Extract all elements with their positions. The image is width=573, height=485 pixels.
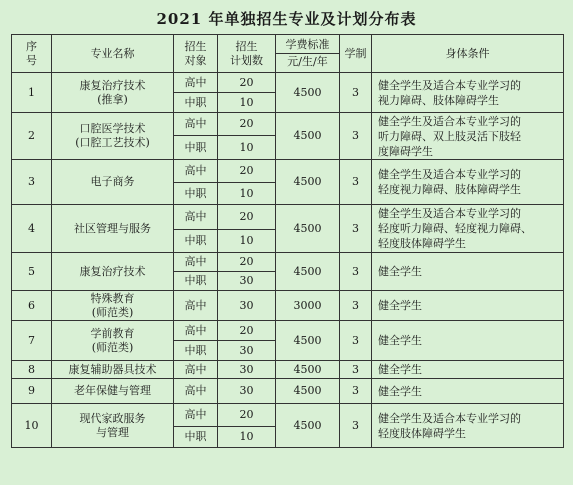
physical-condition: 健全学生及适合本专业学习的 视力障碍、肢体障碍学生 (372, 73, 564, 113)
header-major: 专业名称 (52, 35, 174, 73)
major-name: 老年保健与管理 (52, 379, 174, 404)
enrollment-count: 30 (218, 291, 276, 321)
study-years: 3 (340, 73, 372, 113)
enrollment-target: 中职 (174, 427, 218, 448)
row-number: 3 (12, 160, 52, 205)
header-condition: 身体条件 (372, 35, 564, 73)
table-row (12, 361, 564, 379)
study-years: 3 (340, 253, 372, 291)
study-years: 3 (340, 205, 372, 253)
tuition-fee: 4500 (276, 253, 340, 291)
physical-condition: 健全学生及适合本专业学习的 轻度肢体障碍学生 (372, 404, 564, 448)
enrollment-target: 高中 (174, 321, 218, 341)
physical-condition: 健全学生 (372, 253, 564, 291)
table-body (12, 73, 564, 448)
physical-condition: 健全学生 (372, 361, 564, 379)
enrollment-table (11, 34, 564, 448)
enrollment-target: 高中 (174, 113, 218, 136)
header-row (12, 35, 564, 73)
tuition-fee: 4500 (276, 205, 340, 253)
enrollment-count: 20 (218, 404, 276, 427)
physical-condition: 健全学生及适合本专业学习的 听力障碍、双上肢灵活下肢轻 度障碍学生 (372, 113, 564, 160)
row-number: 9 (12, 379, 52, 404)
table-row (12, 113, 564, 136)
major-name: 社区管理与服务 (52, 205, 174, 253)
row-number: 8 (12, 361, 52, 379)
table-row (12, 160, 564, 183)
enrollment-target: 高中 (174, 160, 218, 183)
major-name: 康复治疗技术 (推拿) (52, 73, 174, 113)
enrollment-target: 中职 (174, 136, 218, 160)
table-row (12, 321, 564, 341)
physical-condition: 健全学生 (372, 321, 564, 361)
header-plan: 招生 计划数 (218, 35, 276, 73)
table-row (12, 205, 564, 230)
enrollment-count: 30 (218, 272, 276, 291)
study-years: 3 (340, 160, 372, 205)
enrollment-target: 中职 (174, 93, 218, 113)
tuition-fee: 4500 (276, 73, 340, 113)
study-years: 3 (340, 379, 372, 404)
enrollment-count: 10 (218, 230, 276, 253)
row-number: 1 (12, 73, 52, 113)
enrollment-target: 高中 (174, 291, 218, 321)
tuition-fee: 4500 (276, 321, 340, 361)
enrollment-count: 10 (218, 183, 276, 205)
enrollment-target: 高中 (174, 253, 218, 272)
enrollment-count: 20 (218, 321, 276, 341)
row-number: 4 (12, 205, 52, 253)
tuition-fee: 4500 (276, 379, 340, 404)
study-years: 3 (340, 321, 372, 361)
enrollment-count: 10 (218, 136, 276, 160)
major-name: 学前教育 (师范类) (52, 321, 174, 361)
enrollment-target: 高中 (174, 379, 218, 404)
table-row (12, 379, 564, 404)
physical-condition: 健全学生 (372, 379, 564, 404)
major-name: 特殊教育 (师范类) (52, 291, 174, 321)
header-fee: 学费标准 元/生/年 (276, 35, 340, 73)
major-name: 康复治疗技术 (52, 253, 174, 291)
table-title: 2021 年单独招生专业及计划分布表 (156, 10, 417, 28)
row-number: 7 (12, 321, 52, 361)
enrollment-count: 10 (218, 427, 276, 448)
header-seq: 序 号 (12, 35, 52, 73)
tuition-fee: 4500 (276, 404, 340, 448)
enrollment-target: 中职 (174, 341, 218, 361)
table-row (12, 404, 564, 427)
enrollment-count: 20 (218, 73, 276, 93)
enrollment-count: 20 (218, 160, 276, 183)
physical-condition: 健全学生及适合本专业学习的 轻度视力障碍、肢体障碍学生 (372, 160, 564, 205)
tuition-fee: 4500 (276, 160, 340, 205)
study-years: 3 (340, 361, 372, 379)
row-number: 6 (12, 291, 52, 321)
major-name: 康复辅助器具技术 (52, 361, 174, 379)
enrollment-count: 20 (218, 113, 276, 136)
enrollment-count: 30 (218, 379, 276, 404)
study-years: 3 (340, 113, 372, 160)
table-row (12, 253, 564, 272)
table-row (12, 73, 564, 93)
enrollment-target: 中职 (174, 272, 218, 291)
header-years: 学制 (340, 35, 372, 73)
major-name: 现代家政服务 与管理 (52, 404, 174, 448)
study-years: 3 (340, 291, 372, 321)
major-name: 口腔医学技术 (口腔工艺技术) (52, 113, 174, 160)
enrollment-target: 高中 (174, 205, 218, 230)
enrollment-target: 中职 (174, 183, 218, 205)
physical-condition: 健全学生 (372, 291, 564, 321)
physical-condition: 健全学生及适合本专业学习的 轻度听力障碍、轻度视力障碍、 轻度肢体障碍学生 (372, 205, 564, 253)
tuition-fee: 4500 (276, 113, 340, 160)
row-number: 10 (12, 404, 52, 448)
major-name: 电子商务 (52, 160, 174, 205)
enrollment-count: 30 (218, 341, 276, 361)
enrollment-target: 中职 (174, 230, 218, 253)
enrollment-count: 10 (218, 93, 276, 113)
row-number: 5 (12, 253, 52, 291)
enrollment-count: 30 (218, 361, 276, 379)
enrollment-target: 高中 (174, 361, 218, 379)
tuition-fee: 3000 (276, 291, 340, 321)
enrollment-count: 20 (218, 253, 276, 272)
row-number: 2 (12, 113, 52, 160)
study-years: 3 (340, 404, 372, 448)
table-row (12, 291, 564, 321)
enrollment-count: 20 (218, 205, 276, 230)
tuition-fee: 4500 (276, 361, 340, 379)
header-target: 招生 对象 (174, 35, 218, 73)
enrollment-target: 高中 (174, 73, 218, 93)
enrollment-target: 高中 (174, 404, 218, 427)
